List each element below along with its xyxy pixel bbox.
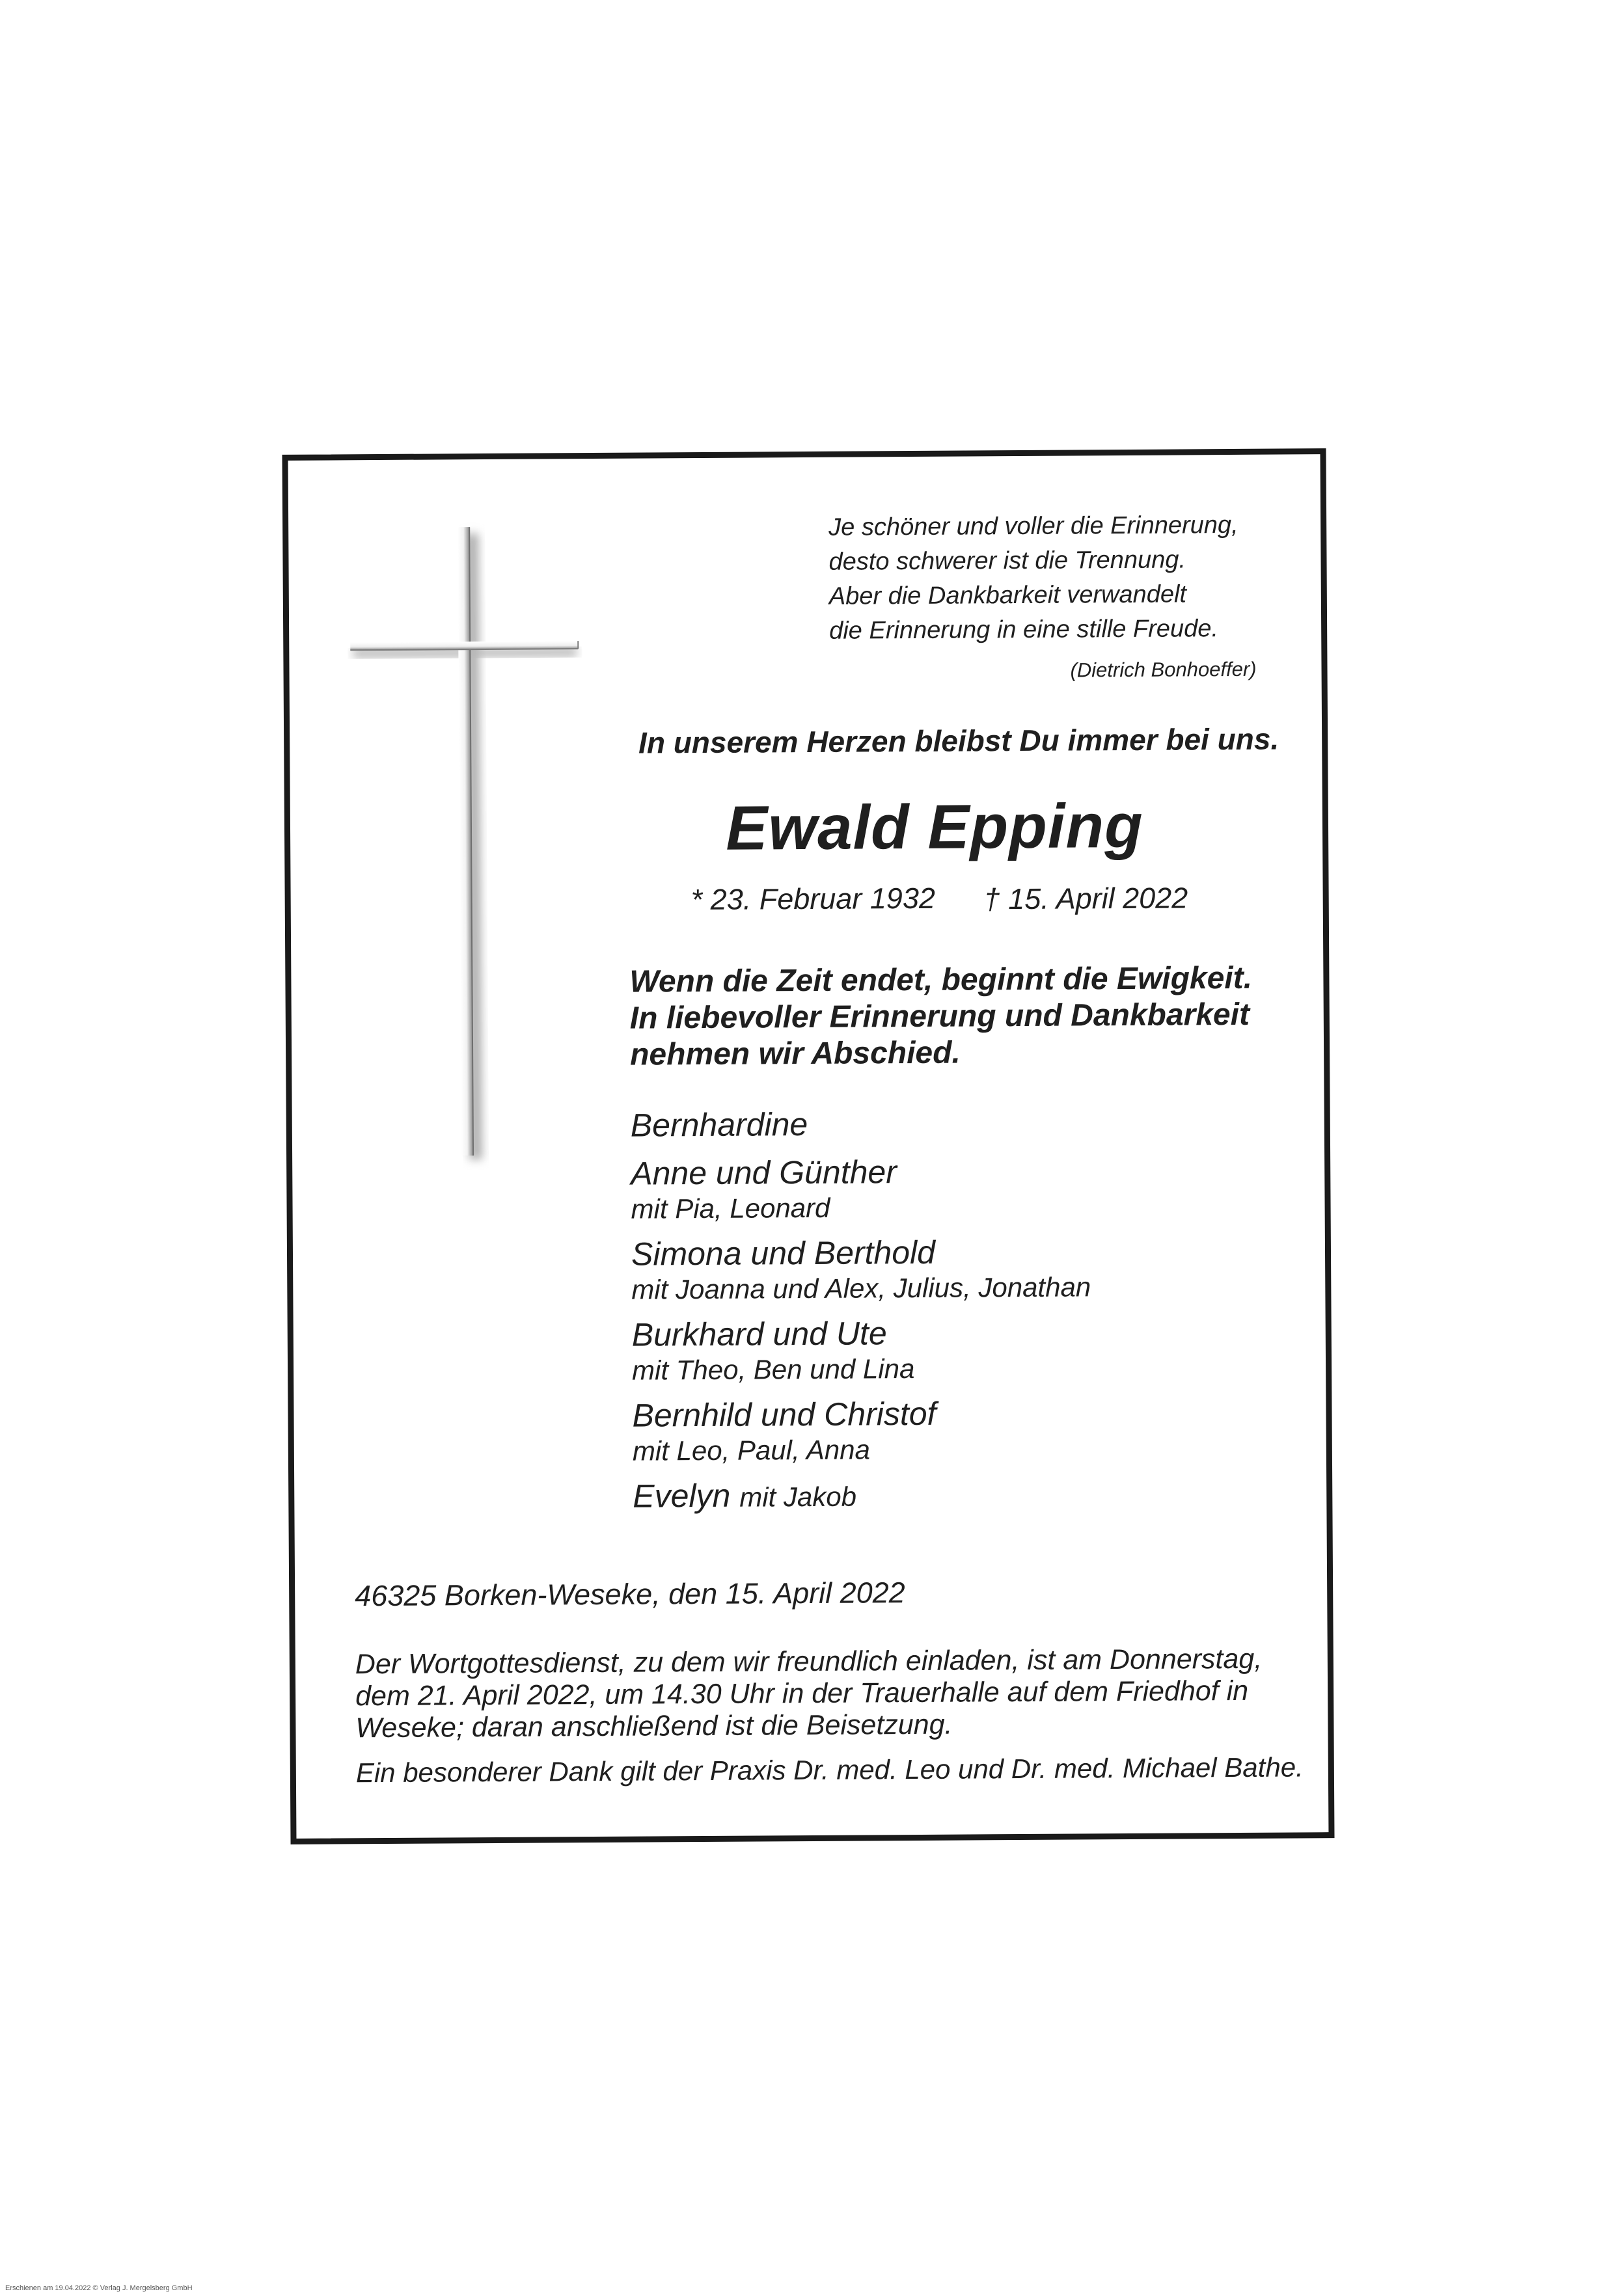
service-announcement	[355, 1643, 1263, 1745]
motto: In unserem Herzen bleibst Du immer bei uns.	[638, 722, 1279, 760]
family-group	[633, 1474, 1092, 1517]
obituary-notice	[282, 448, 1334, 1844]
service-line: dem 21. April 2022, um 14.30 Uhr in der Trauerhalle auf dem Friedhof in	[355, 1675, 1249, 1712]
farewell-line: In liebevoller Erinnerung und Dankbarkeit	[629, 997, 1250, 1036]
quote-line: desto schwerer ist die Trennung.	[828, 546, 1186, 576]
death-date: † 15. April 2022	[983, 881, 1188, 916]
family-member	[633, 1474, 1092, 1517]
place-date: 46325 Borken-Weseke, den 15. April 2022	[355, 1576, 905, 1613]
quote-line: Aber die Dankbarkeit verwandelt	[828, 580, 1187, 610]
family-group	[631, 1232, 1091, 1306]
service-line: Weseke; daran anschließend ist die Beisetzung.	[355, 1708, 953, 1744]
thanks-note: Ein besonderer Dank gilt der Praxis Dr. med. Leo und Dr. med. Michael Bathe.	[355, 1751, 1304, 1789]
family-member-name: Evelyn	[633, 1477, 731, 1515]
family-group	[631, 1103, 1090, 1144]
family-children: mit Theo, Ben und Lina	[631, 1353, 915, 1386]
family-children: mit Jakob	[739, 1481, 857, 1513]
family-member: Anne und Günther	[631, 1154, 897, 1192]
family-group	[632, 1312, 1092, 1386]
bonhoeffer-quote	[828, 508, 1239, 649]
family-children: mit Joanna und Alex, Julius, Jonathan	[631, 1271, 1091, 1305]
family-children: mit Leo, Paul, Anna	[632, 1434, 870, 1466]
family-group	[632, 1393, 1092, 1467]
family-member: Burkhard und Ute	[631, 1315, 887, 1353]
farewell-line: nehmen wir Abschied.	[629, 1035, 961, 1072]
deceased-name: Ewald Epping	[726, 790, 1143, 863]
quote-line: die Erinnerung in eine stille Freude.	[829, 615, 1219, 645]
family-group	[631, 1151, 1091, 1225]
family-children: mit Pia, Leonard	[631, 1192, 830, 1224]
cross-icon	[347, 520, 585, 1172]
farewell-line: Wenn die Zeit endet, beginnt die Ewigkeit.	[629, 960, 1253, 999]
family-list	[631, 1103, 1093, 1526]
family-member: Bernhild und Christof	[632, 1395, 937, 1434]
birth-date: * 23. Februar 1932	[691, 881, 936, 917]
quote-author: (Dietrich Bonhoeffer)	[1070, 657, 1257, 682]
publication-note: Erschienen am 19.04.2022 © Verlag J. Mergelsberg GmbH	[5, 2284, 193, 2292]
service-line: Der Wortgottesdienst, zu dem wir freundlich einladen, ist am Donnerstag,	[355, 1643, 1263, 1681]
family-member: Simona und Berthold	[631, 1234, 936, 1273]
family-member: Bernhardine	[630, 1106, 808, 1144]
quote-line: Je schöner und voller die Erinnerung,	[828, 511, 1238, 541]
farewell-text	[629, 960, 1253, 1074]
